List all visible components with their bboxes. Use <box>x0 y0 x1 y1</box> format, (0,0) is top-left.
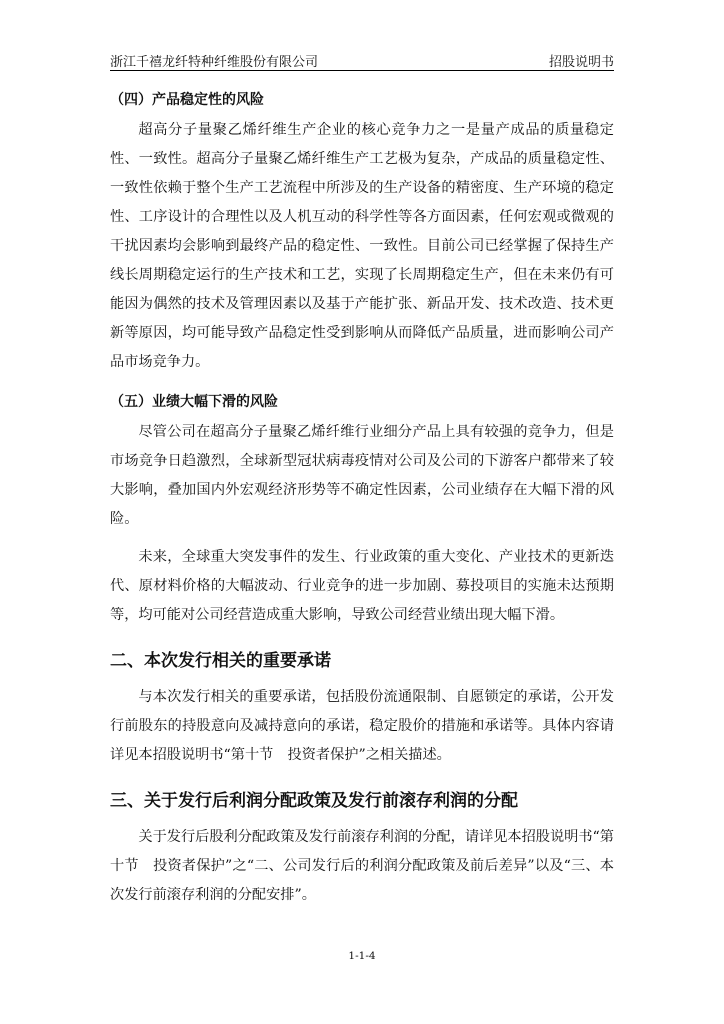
header-divider <box>110 70 614 71</box>
paragraph-commitments: 与本次发行相关的重要承诺，包括股份流通限制、自愿锁定的承诺，公开发行前股东的持股意向及减持意向的承诺，稳定股价的措施和承诺等。具体内容请详见本招股说明书“第十节 投资者保护”之相关描述。 <box>110 689 614 763</box>
page-body <box>110 84 614 910</box>
paragraph-performance-decline-1: 尽管公司在超高分子量聚乙烯纤维行业细分产品上具有较强的竞争力，但是市场竞争日趋激烈，全球新型冠状病毒疫情对公司及公司的下游客户都带来了较大影响，叠加国内外宏观经济形势等不确定性因素，公司业绩存在大幅下滑的风险。 <box>110 424 614 527</box>
section-heading-profit-distribution: 三、关于发行后利润分配政策及发行前滚存利润的分配 <box>110 791 518 811</box>
page-header <box>110 50 614 70</box>
section-heading-product-stability: （四）产品稳定性的风险 <box>110 92 264 108</box>
section-heading-performance-decline: （五）业绩大幅下滑的风险 <box>110 394 278 410</box>
page-number: 1-1-4 <box>348 950 376 962</box>
section-heading-commitments: 二、本次发行相关的重要承诺 <box>110 651 331 671</box>
paragraph-product-stability: 超高分子量聚乙烯纤维生产企业的核心竞争力之一是量产成品的质量稳定性、一致性。超高分子量聚乙烯纤维生产工艺极为复杂，产成品的质量稳定性、一致性依赖于整个生产工艺流程中所涉及的生产设备的精密度、生产环境的稳定性、工序设计的合理性以及人机互动的科学性等各方面因素，任何宏观或微观的干扰因素均会影响到最终产品的稳定性、一致性。目前公司已经掌握了保持生产线长周期稳定运行的生产技术和工艺，实现了长周期稳定生产，但在未来仍有可能因为偶然的技术及管理因素以及基于产能扩张、新品开发、技术改造、技术更新等原因，均可能导致产品稳定性受到影响从而降低产品质量，进而影响公司产品市场竞争力。 <box>110 122 614 370</box>
company-name: 浙江千禧龙纤特种纤维股份有限公司 <box>110 55 319 70</box>
document-type: 招股说明书 <box>548 55 614 70</box>
paragraph-performance-decline-2: 未来，全球重大突发事件的发生、行业政策的重大变化、产业技术的更新迭代、原材料价格的大幅波动、行业竞争的进一步加剧、募投项目的实施未达预期等，均可能对公司经营造成重大影响，导致公司经营业绩出现大幅下滑。 <box>110 549 614 623</box>
paragraph-profit-distribution: 关于发行后股利分配政策及发行前滚存利润的分配，请详见本招股说明书“第十节 投资者保护”之“二、公司发行后的利润分配政策及前后差异”以及“三、本次发行前滚存利润的分配安排”。 <box>110 829 614 903</box>
